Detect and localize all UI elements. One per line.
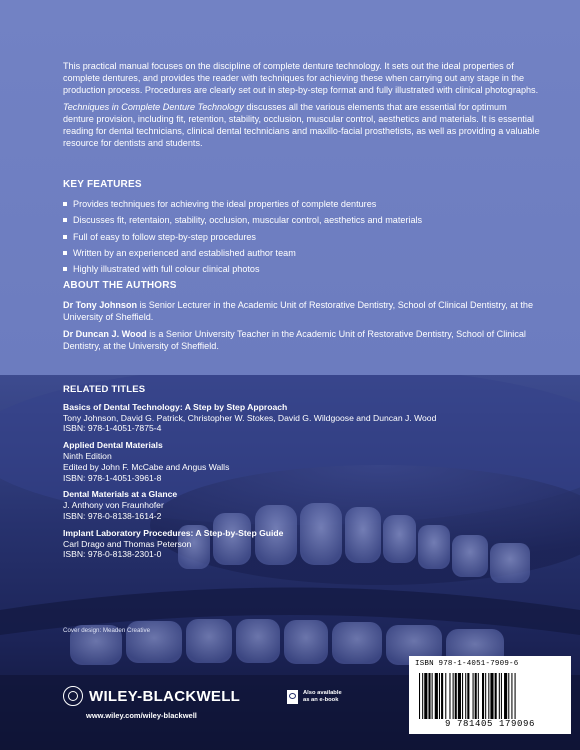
barcode-bar [455, 673, 457, 719]
intro-paragraph-2: Techniques in Complete Denture Technology discusses all the various elements that are essential for optimum denture provision, including fit, retention, stability, occlusion, muscular control, aesthetics and materials. It is essential reading for dental technicians, clinical dental technicians and maxillo-facial prosthetists, as well as providing a valuable resource for dentists and students. [63, 101, 540, 149]
barcode-bar [462, 673, 463, 719]
barcode-bar [467, 673, 469, 719]
ebook-notice [287, 690, 342, 704]
related-title-line: J. Anthony von Fraunhofer [63, 500, 164, 511]
barcode-bar [501, 673, 502, 719]
barcode-bar [439, 673, 440, 719]
barcode-bar [445, 673, 446, 719]
barcode-bar [473, 673, 474, 719]
related-title-name: Dental Materials at a Glance [63, 489, 178, 500]
ebook-icon [287, 690, 298, 704]
description-text [63, 60, 540, 153]
list-item: Written by an experienced and established author team [63, 247, 540, 259]
barcode-bar [435, 673, 438, 719]
barcode-bar [504, 673, 507, 719]
barcode-bar [511, 673, 512, 719]
related-title-line: ISBN: 978-1-4051-3961-8 [63, 472, 162, 483]
barcode-bar [441, 673, 443, 719]
isbn-barcode-box [409, 656, 571, 734]
cover-design-credit: Cover design: Meaden Creative [63, 627, 151, 634]
barcode-bar [449, 673, 450, 719]
related-title-line: Tony Johnson, David G. Patrick, Christopher W. Stokes, David G. Wildgoose and Duncan J. Wood [63, 412, 437, 423]
related-titles-heading: RELATED TITLES [63, 384, 146, 395]
related-title [63, 528, 483, 560]
related-title-line: ISBN: 978-0-8138-1614-2 [63, 510, 162, 521]
barcode-bar [488, 673, 489, 719]
related-title-name: Applied Dental Materials [63, 440, 163, 451]
authors-heading: ABOUT THE AUTHORS [63, 280, 177, 291]
wiley-seal-icon [63, 686, 83, 706]
barcode-bar [499, 673, 500, 719]
related-title-name: Implant Laboratory Procedures: A Step-by-Step Guide [63, 527, 284, 538]
intro-paragraph: This practical manual focuses on the discipline of complete denture technology. It sets out the ideal properties of complete dentures, and provides the reader with techniques for achieving these when carrying out any stage in the production process. Procedures are clearly set out in step-by-step format and fully illustrated with clinical photographs. [63, 61, 539, 96]
list-item: Full of easy to follow step-by-step procedures [63, 231, 540, 243]
barcode-bar [428, 673, 430, 719]
author-name: Dr Duncan J. Wood [63, 328, 147, 339]
authors-section [63, 280, 540, 356]
related-title [63, 440, 483, 483]
barcode-bar [475, 673, 477, 719]
barcode-bar [419, 673, 420, 719]
barcode-bar [424, 673, 427, 719]
barcode-bar [465, 673, 466, 719]
author-bio: Dr Tony Johnson is Senior Lecturer in the Academic Unit of Restorative Dentistry, School of Clinical Dentistry, at the University of Sheffield. [63, 300, 534, 323]
barcode-bar [432, 673, 433, 719]
publisher-logo [63, 686, 240, 706]
related-titles-section [63, 385, 483, 566]
barcode [419, 673, 561, 719]
barcode-bar [485, 673, 486, 719]
author-name: Dr Tony Johnson [63, 300, 138, 311]
list-item: Provides techniques for achieving the ideal properties of complete dentures [63, 198, 540, 210]
barcode-bar [490, 673, 493, 719]
related-title [63, 489, 483, 521]
ebook-line-1: Also available [303, 690, 342, 696]
key-features-section [63, 179, 540, 279]
barcode-bar [482, 673, 484, 719]
related-title-line: ISBN: 978-0-8138-2301-0 [63, 549, 162, 560]
key-features-list [63, 198, 540, 275]
list-item: Highly illustrated with full colour clinical photos [63, 263, 540, 275]
author-bio: Dr Duncan J. Wood is a Senior University Teacher in the Academic Unit of Restorative Dentistry, School of Clinical Dentistry, at the University of Sheffield. [63, 328, 526, 351]
related-title-name: Basics of Dental Technology: A Step by Step Approach [63, 401, 288, 412]
barcode-digits: 9 781405 179096 [444, 719, 535, 729]
book-title: Techniques in Complete Denture Technology [63, 101, 244, 112]
barcode-bar [422, 673, 423, 719]
barcode-bar [453, 673, 454, 719]
barcode-bar [458, 673, 461, 719]
barcode-bar [515, 673, 516, 719]
list-item: Discusses fit, retentaion, stability, occlusion, muscular control, aesthetics and materials [63, 214, 540, 226]
related-title-line: Edited by John F. McCabe and Angus Walls [63, 461, 230, 472]
related-title [63, 402, 483, 434]
publisher-logo-text: WILEY-BLACKWELL [89, 687, 241, 705]
barcode-bar [478, 673, 479, 719]
barcode-bar [508, 673, 509, 719]
isbn-label: ISBN 978-1-4051-7909-6 [415, 660, 519, 668]
ebook-line-2: as an e-book [303, 697, 339, 703]
key-features-heading: KEY FEATURES [63, 179, 142, 190]
publisher-url: www.wiley.com/wiley-blackwell [86, 711, 197, 720]
related-title-line: ISBN: 978-1-4051-7875-4 [63, 423, 162, 434]
related-title-line: Ninth Edition [63, 450, 112, 461]
barcode-bar [495, 673, 497, 719]
related-title-line: Carl Drago and Thomas Peterson [63, 538, 192, 549]
